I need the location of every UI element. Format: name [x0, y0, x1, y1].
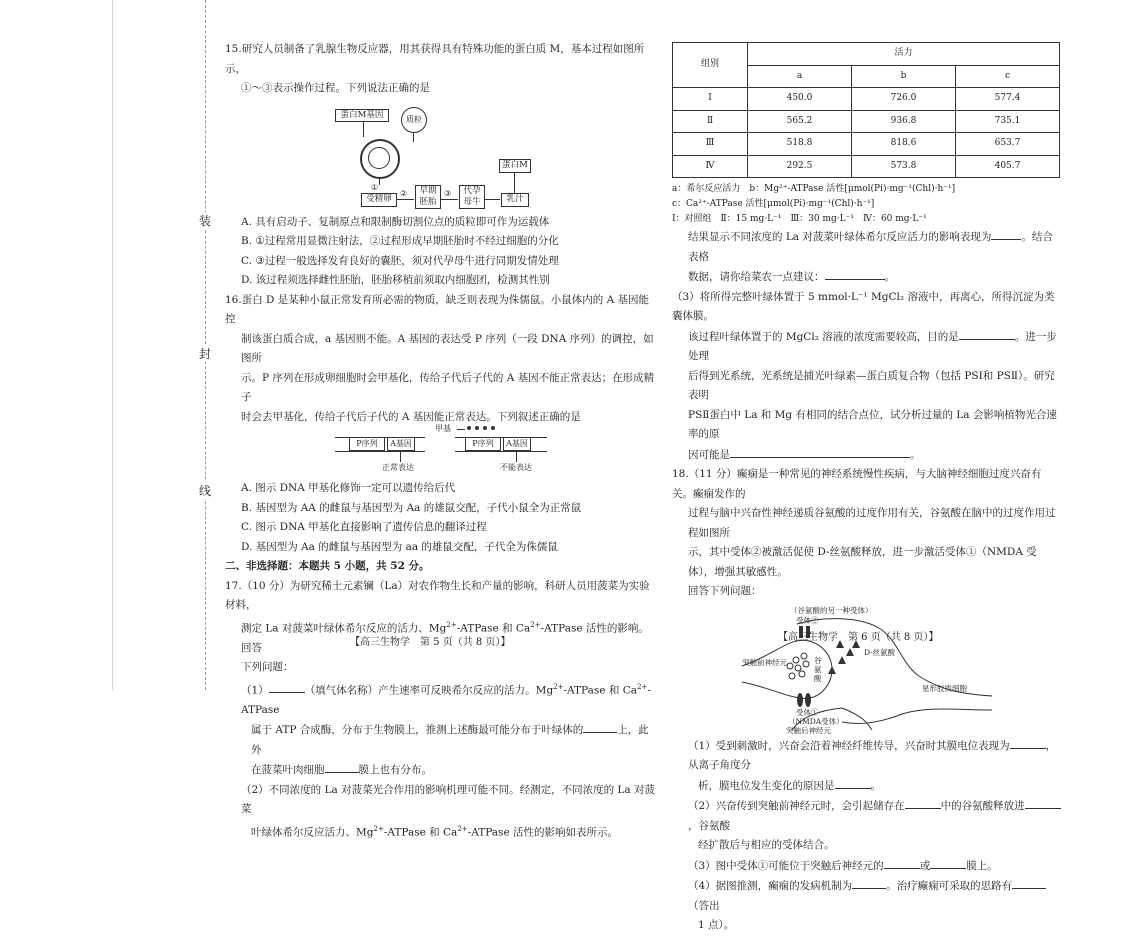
protein-m-box: 蛋白M — [499, 159, 531, 173]
answer-blank[interactable] — [825, 267, 885, 280]
q16-line-1: 16.蛋白 D 是某种小鼠正常发育所必需的物质，缺乏则表现为侏儒鼠。小鼠体内的 A 基因能控 — [225, 293, 650, 325]
q16-option-a: A. 图示 DNA 甲基化修饰一定可以遗传给后代 — [241, 482, 456, 494]
presynaptic-neuron-label: 突触前神经元 — [742, 657, 787, 667]
gutter-char-xian: 线 — [198, 484, 211, 498]
d-serine-label: D-丝氨酸 — [864, 647, 896, 657]
q16-option-c: C. 图示 DNA 甲基化直接影响了遗传信息的翻译过程 — [241, 521, 487, 533]
table-note-2: c：Ca²⁺-ATPase 活性[μmol(Pi)·mg⁻¹(Chl)·h⁻¹] — [672, 199, 875, 209]
q18-sub1-line-1: （1）受到刺激时，兴奋会沿着神经纤维传导，兴奋时其膜电位表现为 ，从离子角度分 — [672, 736, 1062, 776]
postsynaptic-neuron-label: 突触后神经元 — [786, 725, 831, 735]
answer-blank[interactable] — [835, 776, 871, 789]
q18-sub4-line-1: （4）据图推测，癫痫的发病机制为 。治疗癫痫可采取的思路有（答出 — [672, 876, 1062, 916]
answer-blank[interactable] — [1025, 796, 1061, 809]
q17-sub1-line-1: （1） （填气体名称）产生速率可反映希尔反应的活力。$Mg^{2+}$-ATPase 和 $Ca^{2+}$-ATPase — [225, 678, 655, 721]
answer-blank[interactable] — [1010, 736, 1046, 749]
q17-line-2: 测定 La 对菠菜叶绿体希尔反应的活力、$Mg^{2+}$-ATPase 和 $Ca^{2+}$-ATPase 活性的影响。回答 — [241, 620, 649, 654]
table-row: Ⅰ 450.0 726.0 577.4 — [673, 88, 1060, 111]
q15-option-b: B. ①过程常用显微注射法，②过程形成早期胚胎时不经过细胞的分化 — [241, 235, 559, 247]
nmda-label: （NMDA受体） — [788, 716, 844, 726]
table-row: Ⅱ 565.2 936.8 735.1 — [673, 110, 1060, 133]
a-gene-normal: A基因 — [387, 437, 415, 451]
q16-line-3: 示。P 序列在形成卵细胞时会甲基化，传给子代后子代的 A 基因不能正常表达；在形成精子 — [241, 371, 655, 403]
left-column — [225, 40, 655, 843]
footer-right: 【高三生物学 第 6 页（共 8 页）】 — [778, 632, 939, 643]
answer-blank[interactable] — [852, 876, 886, 889]
q15-option-d: D. 该过程须选择雌性胚胎，胚胎移植前须取内细胞团，检测其性别 — [241, 274, 550, 286]
fertilized-egg-box: 受精卵 — [361, 193, 397, 207]
p-sequence-methylated: P序列 — [465, 437, 501, 451]
table-note-3: Ⅰ：对照组 Ⅱ：15 mg·L⁻¹ Ⅲ：30 mg·L⁻¹ Ⅳ：60 mg·L⁻¹ — [672, 214, 927, 224]
q18-sub2-line-1: （2）兴奋传到突触前神经元时，会引起储存在 中的谷氨酸释放进，谷氨酸 — [672, 796, 1062, 836]
gutter-char-feng: 封 — [198, 347, 211, 361]
answer-blank[interactable] — [930, 856, 966, 869]
q15-stem-2: ①～③表示操作过程。下列说法正确的是 — [241, 82, 430, 94]
q17-line-3: 下列问题： — [241, 661, 294, 673]
answer-blank[interactable] — [991, 227, 1021, 240]
receptor2-label: 受体② — [796, 615, 819, 625]
answer-blank[interactable] — [583, 720, 617, 733]
answer-blank[interactable] — [269, 680, 305, 693]
q17-sub3-line-3: 后得到光系统，光系统是捕光叶绿素—蛋白质复合物（包括 PSⅠ和 PSⅡ）。研究表明 — [688, 369, 1055, 401]
q15-stem-1: 15.研究人员制备了乳腺生物反应器，用其获得具有特殊功能的蛋白质 M，基本过程如图所示， — [225, 43, 645, 75]
q16-option-b: B. 基因型为 AA 的雌鼠与基因型为 Aa 的雄鼠交配，子代小鼠全为正常鼠 — [241, 501, 582, 514]
a-gene-methylated: A基因 — [503, 437, 531, 451]
glutamate-label: 谷氨酸 — [814, 655, 822, 683]
arrow — [413, 132, 414, 142]
q16-diagram — [225, 424, 655, 479]
answer-blank[interactable] — [325, 760, 359, 773]
q16-line-4: 时会去甲基化，传给子代后子代的 A 基因能正常表达。下列叙述正确的是 — [241, 410, 581, 423]
step2-label: ② — [400, 188, 408, 198]
footer-left: 【高三生物学 第 5 页（共 8 页）】 — [350, 637, 511, 648]
q17-sub1-line-2: 属于 ATP 合成酶，分布于生物膜上，推测上述酶最可能分布于叶绿体的 上，此外 — [225, 720, 655, 760]
step3-label: ③ — [444, 188, 452, 198]
answer-blank[interactable] — [884, 856, 920, 869]
section-2-heading: 二、非选择题：本题共 5 小题，共 52 分。 — [225, 560, 430, 572]
q17-line-1: 17.（10 分）为研究稀土元素镧（La）对农作物生长和产量的影响，科研人员用菠菜为实验材料， — [225, 579, 650, 611]
surrogate-cow-box: 代孕母牛 — [459, 185, 485, 209]
table-row: Ⅲ 518.8 818.6 653.7 — [673, 133, 1060, 156]
q17-sub3-line-1: （3）将所得完整叶绿体置于 5 mmol·L⁻¹ MgCl₂ 溶液中，再离心，所得沉淀为类囊体膜。 — [672, 290, 1055, 322]
q18-line-1: 18.（11 分）癫痫是一种常见的神经系统慢性疾病，与大脑神经细胞过度兴奋有关。癫痫发作的 — [672, 468, 1042, 500]
q17-result-1: 结果显示不同浓度的 La 对菠菜叶绿体希尔反应活力的影响表现为 。结合表格 — [672, 227, 1062, 267]
q17-sub3-line-4: PSⅡ蛋白中 La 和 Mg 有相同的结合点位，试分析过量的 La 会影响植物光合速率的原 — [688, 408, 1057, 440]
q17-sub2-line-1: （2）不同浓度的 La 对菠菜光合作用的影响机理可能不同。经测定，不同浓度的 La 对菠菜 — [241, 783, 655, 815]
table-row: Ⅳ 292.5 573.8 405.7 — [673, 155, 1060, 178]
q17-sub3-line-2: 该过程叶绿体置于的 MgCl₂ 溶液的浓度需要较高，目的是 。进一步处理 — [672, 327, 1062, 367]
q18-line-3: 示，其中受体②被激活促使 D-丝氨酸释放，进一步激活受体①（NMDA 受体），增强其敏感性。 — [688, 546, 1037, 578]
q18-sub3: （3）图中受体①可能位于突触后神经元的 或 膜上。 — [672, 856, 1062, 877]
header-b: b — [852, 65, 956, 88]
q18-line-4: 回答下列问题： — [688, 585, 762, 597]
q15-diagram — [225, 101, 655, 211]
activity-table — [672, 42, 1060, 178]
answer-blank[interactable] — [1012, 876, 1046, 889]
q17-sub1-line-3: 在菠菜叶肉细胞 膜上也有分布。 — [225, 760, 655, 781]
answer-blank[interactable] — [959, 327, 1015, 340]
arrow — [379, 177, 380, 185]
early-embryo-box: 早期胚胎 — [415, 185, 441, 209]
methyl-label: 甲基 — [435, 424, 451, 433]
right-column — [672, 40, 1062, 936]
p-sequence-normal: P序列 — [349, 437, 385, 451]
receptor1-label: 受体① — [796, 707, 819, 717]
table-note-1: a：希尔反应活力 b：Mg²⁺-ATPase 活性[μmol(Pi)·mg⁻¹(Chl)·h⁻¹] — [672, 184, 956, 194]
header-c: c — [956, 65, 1060, 88]
answer-blank[interactable] — [905, 796, 941, 809]
q17-sub3-line-5: 因可能是 。 — [672, 445, 1062, 466]
answer-blank[interactable] — [730, 445, 910, 458]
q16-line-2: 制该蛋白质合成，a 基因则不能。A 基因的表达受 P 序列（一段 DNA 序列）的调控，如图所 — [241, 332, 654, 364]
arrow — [396, 199, 414, 200]
other-receptor-label: （谷氨酸的另一种受体） — [790, 605, 873, 615]
synapse-diagram — [672, 604, 1062, 734]
arrow — [514, 173, 515, 193]
synapse-drawing — [672, 604, 1062, 734]
gutter-char-zhuang: 装 — [198, 214, 211, 228]
arrow — [363, 121, 364, 137]
header-group: 组别 — [673, 43, 748, 88]
arrow — [440, 199, 458, 200]
recombinant-plasmid — [360, 139, 400, 179]
q15-option-c: C. ③过程一般选择发育良好的囊胚，须对代孕母牛进行同期发情处理 — [241, 254, 559, 267]
q16-option-d: D. 基因型为 Aa 的雌鼠与基因型为 aa 的雄鼠交配，子代全为侏儒鼠 — [241, 540, 558, 553]
header-a: a — [748, 65, 852, 88]
q17-result-2: 数据，请你给菜农一点建议： 。 — [672, 267, 1062, 288]
gene-box: 蛋白M基因 — [335, 109, 389, 122]
astrocyte-label: 星形胶质细胞 — [922, 683, 967, 693]
plasmid-circle: 质粒 — [401, 107, 427, 133]
q18-sub2-line-2: 经扩散后与相应的受体结合。 — [698, 839, 835, 851]
normal-expression-label: 正常表达 — [382, 463, 414, 472]
no-expression-label: 不能表达 — [500, 463, 532, 472]
milk-box: 乳汁 — [501, 193, 529, 207]
header-activity: 活力 — [748, 43, 1060, 66]
q17-sub2-line-2: 叶绿体希尔反应活力、$Mg^{2+}$-ATPase 和 $Ca^{2+}$-ATPase 活性的影响如表所示。 — [251, 824, 618, 838]
q18-line-2: 过程与脑中兴奋性神经递质谷氨酸的过度作用有关，谷氨酸在脑中的过度作用过程如图所 — [688, 507, 1056, 539]
q15-option-a: A. 具有启动子、复制原点和限制酶切割位点的质粒即可作为运载体 — [241, 215, 550, 228]
q18-sub4-line-2: 1 点）。 — [698, 919, 735, 931]
step1-label: ① — [371, 182, 379, 192]
q18-sub1-line-2: 析，膜电位发生变化的原因是 。 — [672, 776, 1062, 797]
arrow — [484, 199, 500, 200]
